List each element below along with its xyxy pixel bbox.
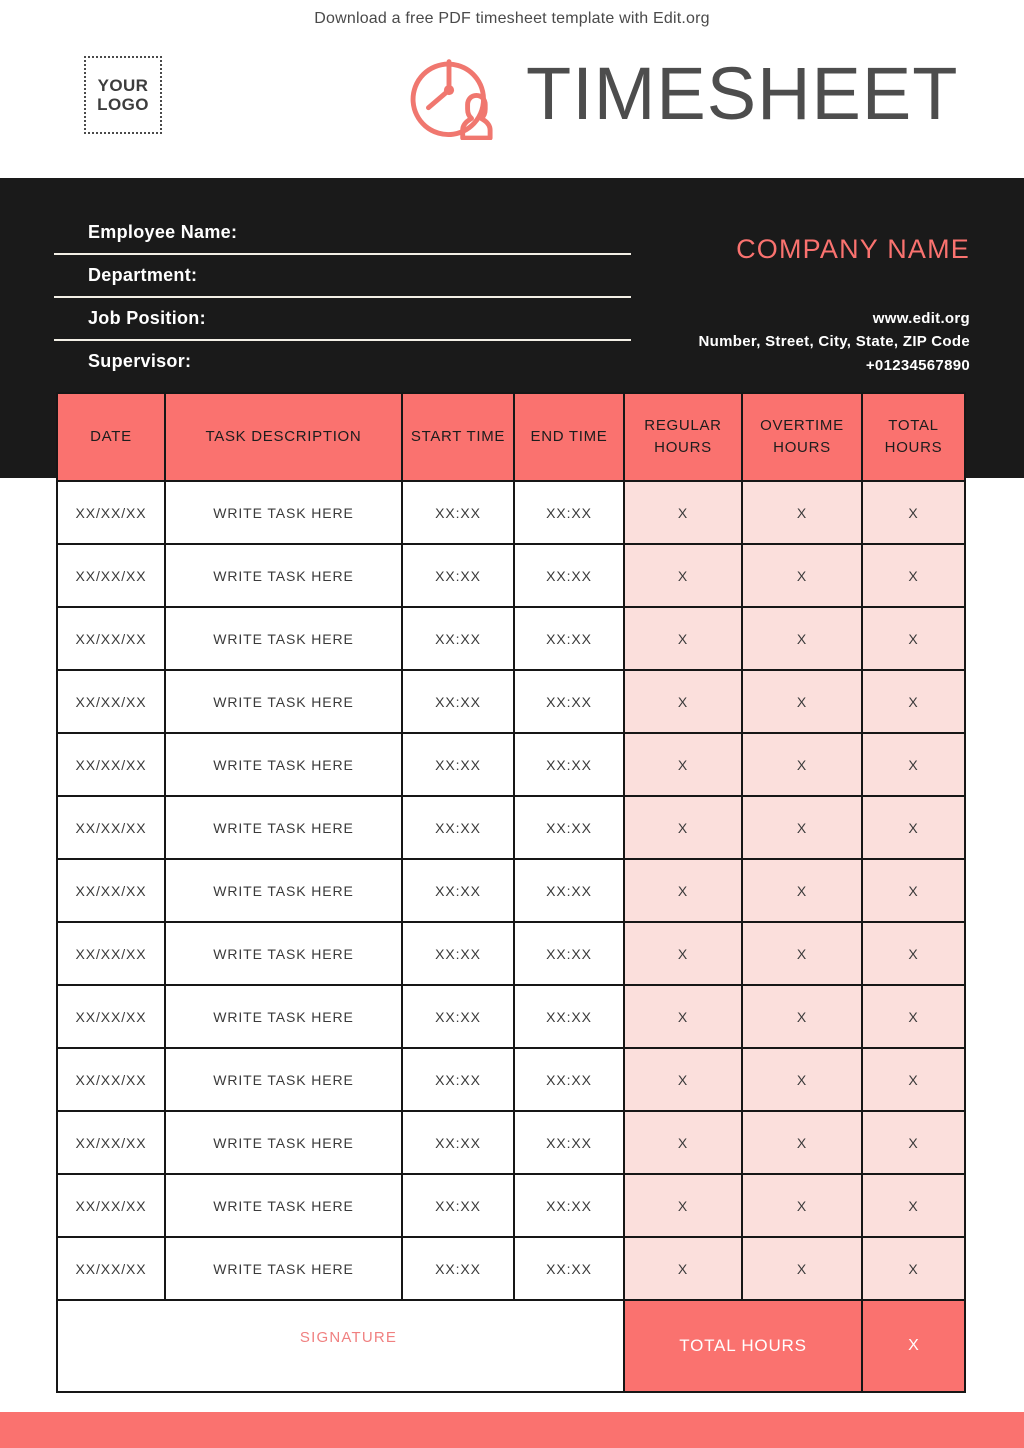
cell-start-time[interactable]: XX:XX: [402, 1237, 514, 1300]
cell-date[interactable]: XX/XX/XX: [57, 1174, 165, 1237]
cell-task[interactable]: WRITE TASK HERE: [165, 607, 402, 670]
column-header-date: DATE: [57, 393, 165, 481]
cell-total-hours[interactable]: X: [862, 859, 965, 922]
table-row: [57, 859, 965, 922]
table-row: [57, 796, 965, 859]
logo-placeholder[interactable]: [84, 56, 162, 134]
field-label: Job Position:: [88, 308, 206, 328]
column-header-task: TASK DESCRIPTION: [165, 393, 402, 481]
cell-total-hours[interactable]: X: [862, 607, 965, 670]
cell-task[interactable]: WRITE TASK HERE: [165, 859, 402, 922]
cell-total-hours[interactable]: X: [862, 1111, 965, 1174]
company-phone: +01234567890: [865, 356, 970, 374]
cell-total-hours[interactable]: X: [862, 1237, 965, 1300]
timesheet-table: [56, 392, 966, 1393]
cell-regular-hours[interactable]: X: [624, 922, 742, 985]
cell-end-time[interactable]: XX:XX: [514, 733, 624, 796]
cell-total-hours[interactable]: X: [862, 670, 965, 733]
cell-start-time[interactable]: XX:XX: [402, 859, 514, 922]
cell-total-hours[interactable]: X: [862, 1048, 965, 1111]
cell-total-hours[interactable]: X: [862, 733, 965, 796]
cell-overtime-hours[interactable]: X: [742, 670, 862, 733]
cell-overtime-hours[interactable]: X: [742, 1237, 862, 1300]
cell-regular-hours[interactable]: X: [624, 1174, 742, 1237]
cell-regular-hours[interactable]: X: [624, 796, 742, 859]
cell-task[interactable]: WRITE TASK HERE: [165, 1174, 402, 1237]
cell-start-time[interactable]: XX:XX: [402, 796, 514, 859]
table-row: [57, 544, 965, 607]
brand-lockup: [400, 48, 958, 140]
column-header-overtime-hours: OVERTIME HOURS: [742, 393, 862, 481]
field-label: Supervisor:: [88, 351, 192, 371]
cell-date[interactable]: XX/XX/XX: [57, 1048, 165, 1111]
cell-regular-hours[interactable]: X: [624, 985, 742, 1048]
cell-total-hours[interactable]: X: [862, 922, 965, 985]
column-header-total-hours: TOTAL HOURS: [862, 393, 965, 481]
cell-date[interactable]: XX/XX/XX: [57, 796, 165, 859]
cell-overtime-hours[interactable]: X: [742, 859, 862, 922]
cell-date[interactable]: XX/XX/XX: [57, 607, 165, 670]
column-header-regular-hours: REGULAR HOURS: [624, 393, 742, 481]
masthead: [0, 38, 1024, 178]
table-header: [57, 393, 965, 481]
cell-end-time[interactable]: XX:XX: [514, 922, 624, 985]
cell-regular-hours[interactable]: X: [624, 1237, 742, 1300]
field-department[interactable]: [54, 255, 631, 298]
cell-date[interactable]: XX/XX/XX: [57, 985, 165, 1048]
cell-start-time[interactable]: XX:XX: [402, 733, 514, 796]
cell-end-time[interactable]: XX:XX: [514, 1111, 624, 1174]
timesheet-table-wrapper: [56, 392, 964, 1393]
cell-start-time[interactable]: XX:XX: [402, 1048, 514, 1111]
promo-text: Download a free PDF timesheet template with Edit.org: [314, 10, 710, 27]
signature-label: SIGNATURE: [299, 1329, 398, 1346]
cell-task[interactable]: WRITE TASK HERE: [165, 544, 402, 607]
cell-date[interactable]: XX/XX/XX: [57, 1237, 165, 1300]
cell-end-time[interactable]: XX:XX: [514, 859, 624, 922]
cell-overtime-hours[interactable]: X: [742, 733, 862, 796]
field-supervisor[interactable]: [54, 341, 631, 382]
field-label: Department:: [88, 265, 198, 285]
cell-regular-hours[interactable]: X: [624, 544, 742, 607]
cell-end-time[interactable]: XX:XX: [514, 796, 624, 859]
cell-end-time[interactable]: XX:XX: [514, 985, 624, 1048]
cell-end-time[interactable]: XX:XX: [514, 481, 624, 544]
cell-date[interactable]: XX/XX/XX: [57, 922, 165, 985]
field-label: Employee Name:: [88, 222, 238, 242]
cell-overtime-hours[interactable]: X: [742, 1111, 862, 1174]
field-job-position[interactable]: [54, 298, 631, 341]
table-row: [57, 481, 965, 544]
bottom-accent-bar: [0, 1412, 1024, 1448]
cell-task[interactable]: WRITE TASK HERE: [165, 1048, 402, 1111]
logo-line-2: LOGO: [97, 94, 149, 114]
promo-banner: [0, 0, 1024, 38]
cell-overtime-hours[interactable]: X: [742, 922, 862, 985]
cell-total-hours[interactable]: X: [862, 796, 965, 859]
table-body: [57, 481, 965, 1300]
cell-regular-hours[interactable]: X: [624, 859, 742, 922]
cell-start-time[interactable]: XX:XX: [402, 544, 514, 607]
column-header-end-time: END TIME: [514, 393, 624, 481]
cell-date[interactable]: XX/XX/XX: [57, 859, 165, 922]
cell-date[interactable]: XX/XX/XX: [57, 733, 165, 796]
table-row: [57, 1111, 965, 1174]
cell-task[interactable]: WRITE TASK HERE: [165, 670, 402, 733]
cell-date[interactable]: XX/XX/XX: [57, 1111, 165, 1174]
cell-task[interactable]: WRITE TASK HERE: [165, 733, 402, 796]
cell-task[interactable]: WRITE TASK HERE: [165, 1111, 402, 1174]
cell-overtime-hours[interactable]: X: [742, 481, 862, 544]
cell-start-time[interactable]: XX:XX: [402, 1111, 514, 1174]
company-name: COMPANY NAME: [736, 234, 970, 264]
cell-date[interactable]: XX/XX/XX: [57, 670, 165, 733]
table-header-row: [57, 393, 965, 481]
cell-regular-hours[interactable]: X: [624, 481, 742, 544]
column-header-start-time: START TIME: [402, 393, 514, 481]
cell-regular-hours[interactable]: X: [624, 733, 742, 796]
company-address: Number, Street, City, State, ZIP Code: [698, 333, 970, 351]
cell-end-time[interactable]: XX:XX: [514, 1174, 624, 1237]
company-website: www.edit.org: [872, 310, 970, 327]
table-row: [57, 1048, 965, 1111]
cell-start-time[interactable]: XX:XX: [402, 985, 514, 1048]
cell-task[interactable]: WRITE TASK HERE: [165, 481, 402, 544]
total-hours-label: TOTAL HOURS: [624, 1300, 862, 1392]
cell-task[interactable]: WRITE TASK HERE: [165, 796, 402, 859]
cell-total-hours[interactable]: X: [862, 1174, 965, 1237]
cell-end-time[interactable]: XX:XX: [514, 1048, 624, 1111]
table-row: [57, 1174, 965, 1237]
cell-date[interactable]: XX/XX/XX: [57, 544, 165, 607]
cell-total-hours[interactable]: X: [862, 544, 965, 607]
cell-start-time[interactable]: XX:XX: [402, 922, 514, 985]
cell-overtime-hours[interactable]: X: [742, 1048, 862, 1111]
total-row: [57, 1300, 965, 1392]
cell-end-time[interactable]: XX:XX: [514, 607, 624, 670]
cell-regular-hours[interactable]: X: [624, 607, 742, 670]
page-title: TIMESHEET: [526, 52, 959, 135]
cell-task[interactable]: WRITE TASK HERE: [165, 985, 402, 1048]
table-row: [57, 985, 965, 1048]
cell-overtime-hours[interactable]: X: [742, 985, 862, 1048]
total-hours-value[interactable]: X: [862, 1300, 965, 1392]
table-row: [57, 1237, 965, 1300]
cell-start-time[interactable]: XX:XX: [402, 481, 514, 544]
cell-total-hours[interactable]: X: [862, 481, 965, 544]
cell-start-time[interactable]: XX:XX: [402, 607, 514, 670]
cell-end-time[interactable]: XX:XX: [514, 1237, 624, 1300]
cell-task[interactable]: WRITE TASK HERE: [165, 1237, 402, 1300]
cell-start-time[interactable]: XX:XX: [402, 1174, 514, 1237]
cell-regular-hours[interactable]: X: [624, 670, 742, 733]
cell-end-time[interactable]: XX:XX: [514, 670, 624, 733]
cell-total-hours[interactable]: X: [862, 985, 965, 1048]
cell-start-time[interactable]: XX:XX: [402, 670, 514, 733]
cell-date[interactable]: XX/XX/XX: [57, 481, 165, 544]
table-row: [57, 922, 965, 985]
logo-line-1: YOUR: [97, 75, 149, 95]
signature-cell[interactable]: [57, 1300, 624, 1392]
table-row: [57, 733, 965, 796]
cell-regular-hours[interactable]: X: [624, 1111, 742, 1174]
cell-overtime-hours[interactable]: X: [742, 796, 862, 859]
table-row: [57, 607, 965, 670]
cell-overtime-hours[interactable]: X: [742, 1174, 862, 1237]
cell-regular-hours[interactable]: X: [624, 1048, 742, 1111]
cell-end-time[interactable]: XX:XX: [514, 544, 624, 607]
clock-person-icon: [400, 48, 498, 140]
cell-task[interactable]: WRITE TASK HERE: [165, 922, 402, 985]
cell-overtime-hours[interactable]: X: [742, 544, 862, 607]
field-employee-name[interactable]: [54, 212, 631, 255]
cell-overtime-hours[interactable]: X: [742, 607, 862, 670]
table-footer: [57, 1300, 965, 1392]
table-row: [57, 670, 965, 733]
